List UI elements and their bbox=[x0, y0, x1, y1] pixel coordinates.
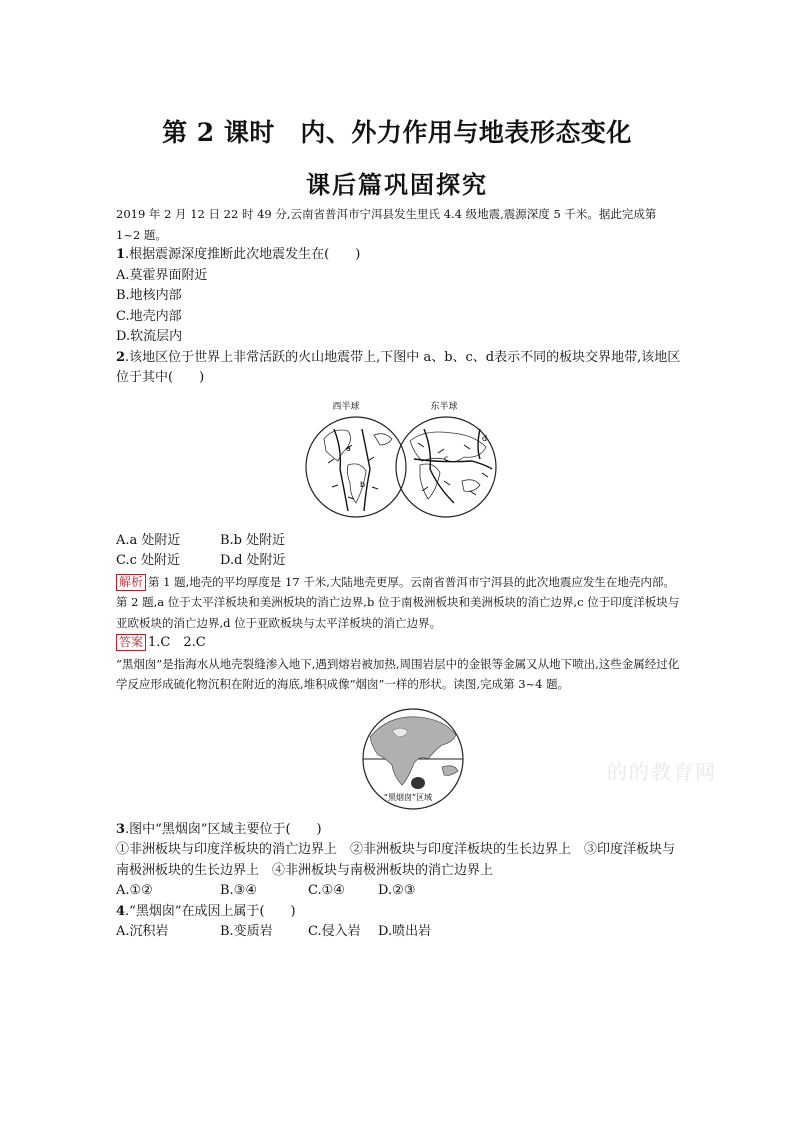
answer-tag: 答案 bbox=[116, 634, 146, 651]
marker-c: c bbox=[444, 453, 449, 463]
q4-option-b: B.变质岩 bbox=[220, 924, 273, 939]
question-number: 4 bbox=[116, 903, 126, 919]
black-smoker-label: “黑烟囱”区域 bbox=[383, 792, 433, 802]
analysis-text: 第 1 题,地壳的平均厚度是 17 千米,大陆地壳更厚。云南省普洱市宁洱县的此次地震应发生在地壳内部。第 2 题,a 位于太平洋板块和美洲板块的消亡边界,b 位于南极洲板块和美洲板块的消亡边界,c 位于印度洋板块与亚欧板块的消亡边界,d 位于亚欧板块与太平洋板块的消亡边界。 bbox=[116, 574, 680, 630]
q3-option-c: C.①④ bbox=[308, 883, 345, 898]
marker-a: a bbox=[346, 443, 351, 453]
east-hemisphere-label: 东半球 bbox=[430, 401, 458, 412]
watermark: 的的教育网 bbox=[607, 760, 717, 784]
q2-options-row-1 bbox=[116, 531, 682, 552]
q4-option-d: D.喷出岩 bbox=[378, 924, 432, 939]
analysis-block bbox=[116, 572, 682, 634]
q1-option-a: A.莫霍界面附近 bbox=[116, 267, 208, 283]
q3-option-a: A.①② bbox=[116, 883, 153, 898]
intro-paragraph-2: “黑烟囱”是指海水从地壳裂缝渗入地下,遇到熔岩被加热,周围岩层中的金银等金属又从地下喷出,这些金属经过化学反应形成硫化物沉积在附近的海底,堆积成像“烟囱”一样的形状。读图,完成第 3~4 题。 bbox=[116, 656, 680, 691]
answer-text: 1.C 2.C bbox=[148, 635, 206, 650]
q3-option-b: B.③④ bbox=[220, 883, 257, 898]
west-hemisphere-circle bbox=[306, 417, 406, 517]
hemispheres-plate-map bbox=[304, 399, 500, 525]
q2-option-d: D.d 处附近 bbox=[220, 553, 286, 568]
q1-option-b: B.地核内部 bbox=[116, 288, 182, 303]
question-4 bbox=[116, 902, 682, 923]
q2-options-row-2 bbox=[116, 551, 682, 572]
question-3 bbox=[116, 820, 682, 841]
question-2 bbox=[116, 348, 682, 389]
question-number: 2 bbox=[116, 349, 126, 365]
black-smoker-zone bbox=[411, 777, 425, 789]
marker-d: d bbox=[482, 433, 488, 443]
q3-statements: ①非洲板块与印度洋板块的消亡边界上 ②非洲板块与印度洋板块的生长边界上 ③印度洋板块与南极洲板块的生长边界上 ④非洲板块与南极洲板块的消亡边界上 bbox=[116, 842, 676, 878]
q1-option-c: C.地壳内部 bbox=[116, 308, 182, 324]
question-1 bbox=[116, 245, 682, 266]
analysis-tag: 解析 bbox=[116, 574, 146, 591]
intro-paragraph-1: 2019 年 2 月 12 日 22 时 49 分,云南省普洱市宁洱县发生里氏 4.4 级地震,震源深度 5 千米。据此完成第 1~2 题。 bbox=[116, 207, 657, 242]
q2-option-a: A.a 处附近 bbox=[116, 532, 181, 548]
question-number: 1 bbox=[116, 247, 126, 262]
answer-block bbox=[116, 633, 682, 654]
page-title: 第 2 课时 内、外力作用与地表形态变化 bbox=[162, 118, 632, 147]
q2-option-c: C.c 处附近 bbox=[116, 553, 181, 568]
q2-option-b: B.b 处附近 bbox=[220, 532, 286, 548]
q4-options-row bbox=[116, 922, 682, 943]
q4-option-a: A.沉积岩 bbox=[116, 924, 169, 939]
question-text: .图中“黑烟囱”区域主要位于( ) bbox=[125, 821, 322, 837]
question-text: .该地区位于世界上非常活跃的火山地震带上,下图中 a、b、c、d表示不同的板块交界地带,该地区位于其中( ) bbox=[116, 349, 681, 385]
section-subtitle: 课后篇巩固探究 bbox=[306, 170, 488, 199]
question-text: .“黑烟囱”在成因上属于( ) bbox=[125, 903, 296, 919]
question-number: 3 bbox=[116, 821, 126, 837]
west-hemisphere-label: 西半球 bbox=[332, 401, 360, 412]
q3-options-row bbox=[116, 881, 682, 902]
black-smoker-globe-map bbox=[348, 707, 478, 812]
content-body bbox=[116, 204, 682, 943]
q3-option-d: D.②③ bbox=[378, 883, 416, 898]
question-text: .根据震源深度推断此次地震发生在( ) bbox=[125, 247, 361, 262]
marker-b: b bbox=[360, 479, 366, 489]
q1-option-d: D.软流层内 bbox=[116, 329, 183, 344]
q4-option-c: C.侵入岩 bbox=[308, 924, 361, 939]
